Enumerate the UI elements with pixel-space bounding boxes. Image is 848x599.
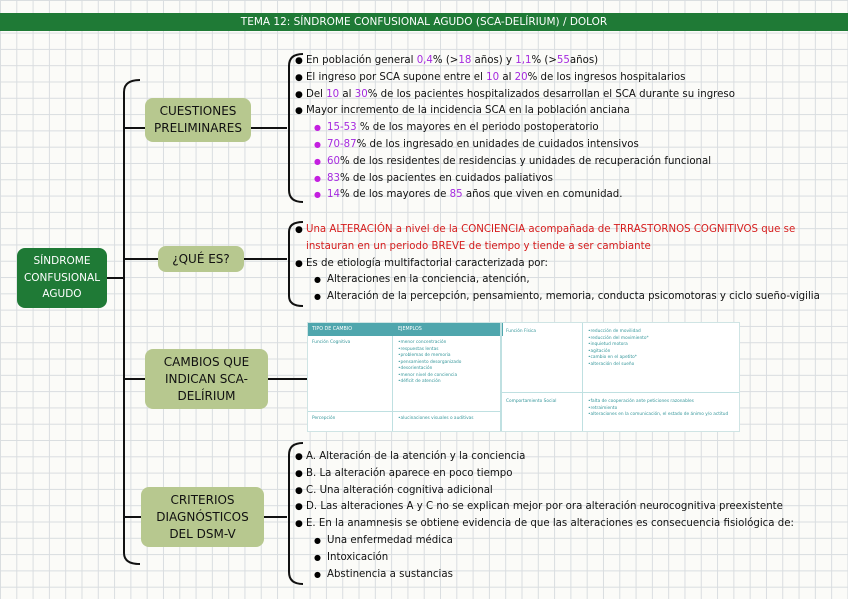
criterios-label-1: CRITERIOS — [170, 492, 235, 507]
list-item: ● A. Alteración de la atención y la conciencia — [295, 449, 794, 466]
table-cell — [398, 340, 461, 386]
cambios-label-1: CAMBIOS QUE — [163, 354, 250, 369]
list-item: ● Mayor incremento de la incidencia SCA en la población anciana — [295, 103, 735, 120]
table-item: • retraimiento — [588, 406, 728, 413]
list-item: ● E. En la anamnesis se obtiene evidencia de que las alteraciones es consecuencia fisiológica de: — [295, 516, 794, 533]
criterios-label-2: DIAGNÓSTICOS — [156, 509, 249, 524]
cambios-table — [307, 322, 740, 432]
table-item: • déficit de atención — [398, 379, 461, 386]
cambios-label-2: INDICAN SCA- — [165, 371, 248, 386]
table-item: • desorientación — [398, 366, 461, 373]
list-subitem: ● 14% de los mayores de 85 años que viven en comunidad. — [295, 187, 735, 204]
criterios-list — [295, 449, 794, 583]
table-cell: Función Física — [506, 329, 537, 334]
list-item: ● C. Una alteración cognitiva adicional — [295, 483, 794, 500]
table-item: • reducción de movilidad — [588, 329, 649, 336]
cambios-label-3: DELÍRIUM — [177, 388, 236, 403]
list-subitem: ● Una enfermedad médica — [295, 533, 794, 550]
table-item: • agitación — [588, 349, 649, 356]
root-line-1: SÍNDROME — [33, 255, 91, 268]
table-cell: Comportamiento Social — [506, 399, 557, 404]
list-subitem: ● Intoxicación — [295, 550, 794, 567]
table-item: • alucinaciones visuales o auditivas — [398, 416, 474, 423]
table-item: • alteraciones en la comunicación, el estado de ánimo y/o actitud — [588, 412, 728, 419]
list-subitem: ● Alteración de la percepción, pensamiento, memoria, conducta psicomotoras y ciclo sueño-vigilia — [295, 289, 820, 306]
list-item: ● Es de etiología multifactorial caracterizada por: — [295, 256, 820, 273]
list-subitem: ● 83% de los pacientes en cuidados paliativos — [295, 171, 735, 188]
cambios-node — [145, 349, 268, 409]
table-cell — [588, 399, 728, 419]
table-cell: Función Cognitiva — [312, 340, 351, 345]
page-title: TEMA 12: SÍNDROME CONFUSIONAL AGUDO (SCA-DELÍRIUM) / DOLOR — [240, 16, 608, 28]
table-item: • inquietud motora — [588, 342, 649, 349]
cuestiones-list — [295, 53, 735, 204]
table-item: • respuestas lentas — [398, 347, 461, 354]
table-item: • falta de cooperación ante peticiones razonables — [588, 399, 728, 406]
list-subitem: ● 15-53 % de los mayores en el periodo postoperatorio — [295, 120, 735, 137]
list-subitem: ● 70-87% de los ingresado en unidades de cuidados intensivos — [295, 137, 735, 154]
table-item: • pensamiento desorganizado — [398, 360, 461, 367]
cuestiones-label-2: PRELIMINARES — [154, 121, 242, 135]
list-item: ● D. Las alteraciones A y C no se explican mejor por ora alteración neurocognitiva preexistente — [295, 499, 794, 516]
list-subitem: ● Alteraciones en la conciencia, atención, — [295, 272, 820, 289]
list-item: ● Una ALTERACIÓN a nivel de la CONCIENCIA acompañada de TRRASTORNOS COGNITIVOS que se instauran en un periodo BREVE de tiempo y tiende a ser cambiante — [295, 222, 820, 256]
table-item: • menor nivel de conciencia — [398, 373, 461, 380]
table-header-type: TIPO DE CAMBIO — [308, 323, 394, 336]
list-item: ● El ingreso por SCA supone entre el 10 al 20% de los ingresos hospitalarios — [295, 70, 735, 87]
list-item: ● En población general 0,4% (>18 años) y 1,1% (>55años) — [295, 53, 735, 70]
table-cell: Percepción — [312, 416, 336, 421]
table-item: • alteración del sueño — [588, 362, 649, 369]
list-subitem: ● 60% de los residentes de residencias y unidades de recuperación funcional — [295, 154, 735, 171]
list-item: ● Del 10 al 30% de los pacientes hospitalizados desarrollan el SCA durante su ingreso — [295, 87, 735, 104]
list-item: ● B. La alteración aparece en poco tiempo — [295, 466, 794, 483]
cuestiones-label-1: CUESTIONES — [159, 104, 237, 118]
root-node — [17, 248, 107, 308]
que-es-label: ¿QUÉ ES? — [172, 251, 230, 266]
list-subitem: ● Abstinencia a sustancias — [295, 567, 794, 584]
root-line-2: CONFUSIONAL — [23, 271, 101, 284]
criterios-label-3: DEL DSM-V — [169, 526, 236, 541]
criterios-node — [141, 487, 264, 547]
que-es-list — [295, 222, 820, 306]
table-item: • reducción del movimiento* — [588, 336, 649, 343]
root-line-3: AGUDO — [42, 288, 82, 301]
table-item: • problemas de memoria — [398, 353, 461, 360]
table-cell — [398, 416, 474, 423]
table-header-examples: EJEMPLOS — [394, 323, 503, 336]
table-cell — [588, 329, 649, 368]
que-es-node — [158, 246, 244, 272]
cuestiones-node — [145, 98, 251, 142]
table-item: • cambio en el apetito* — [588, 355, 649, 362]
table-item: • menor concentración — [398, 340, 461, 347]
